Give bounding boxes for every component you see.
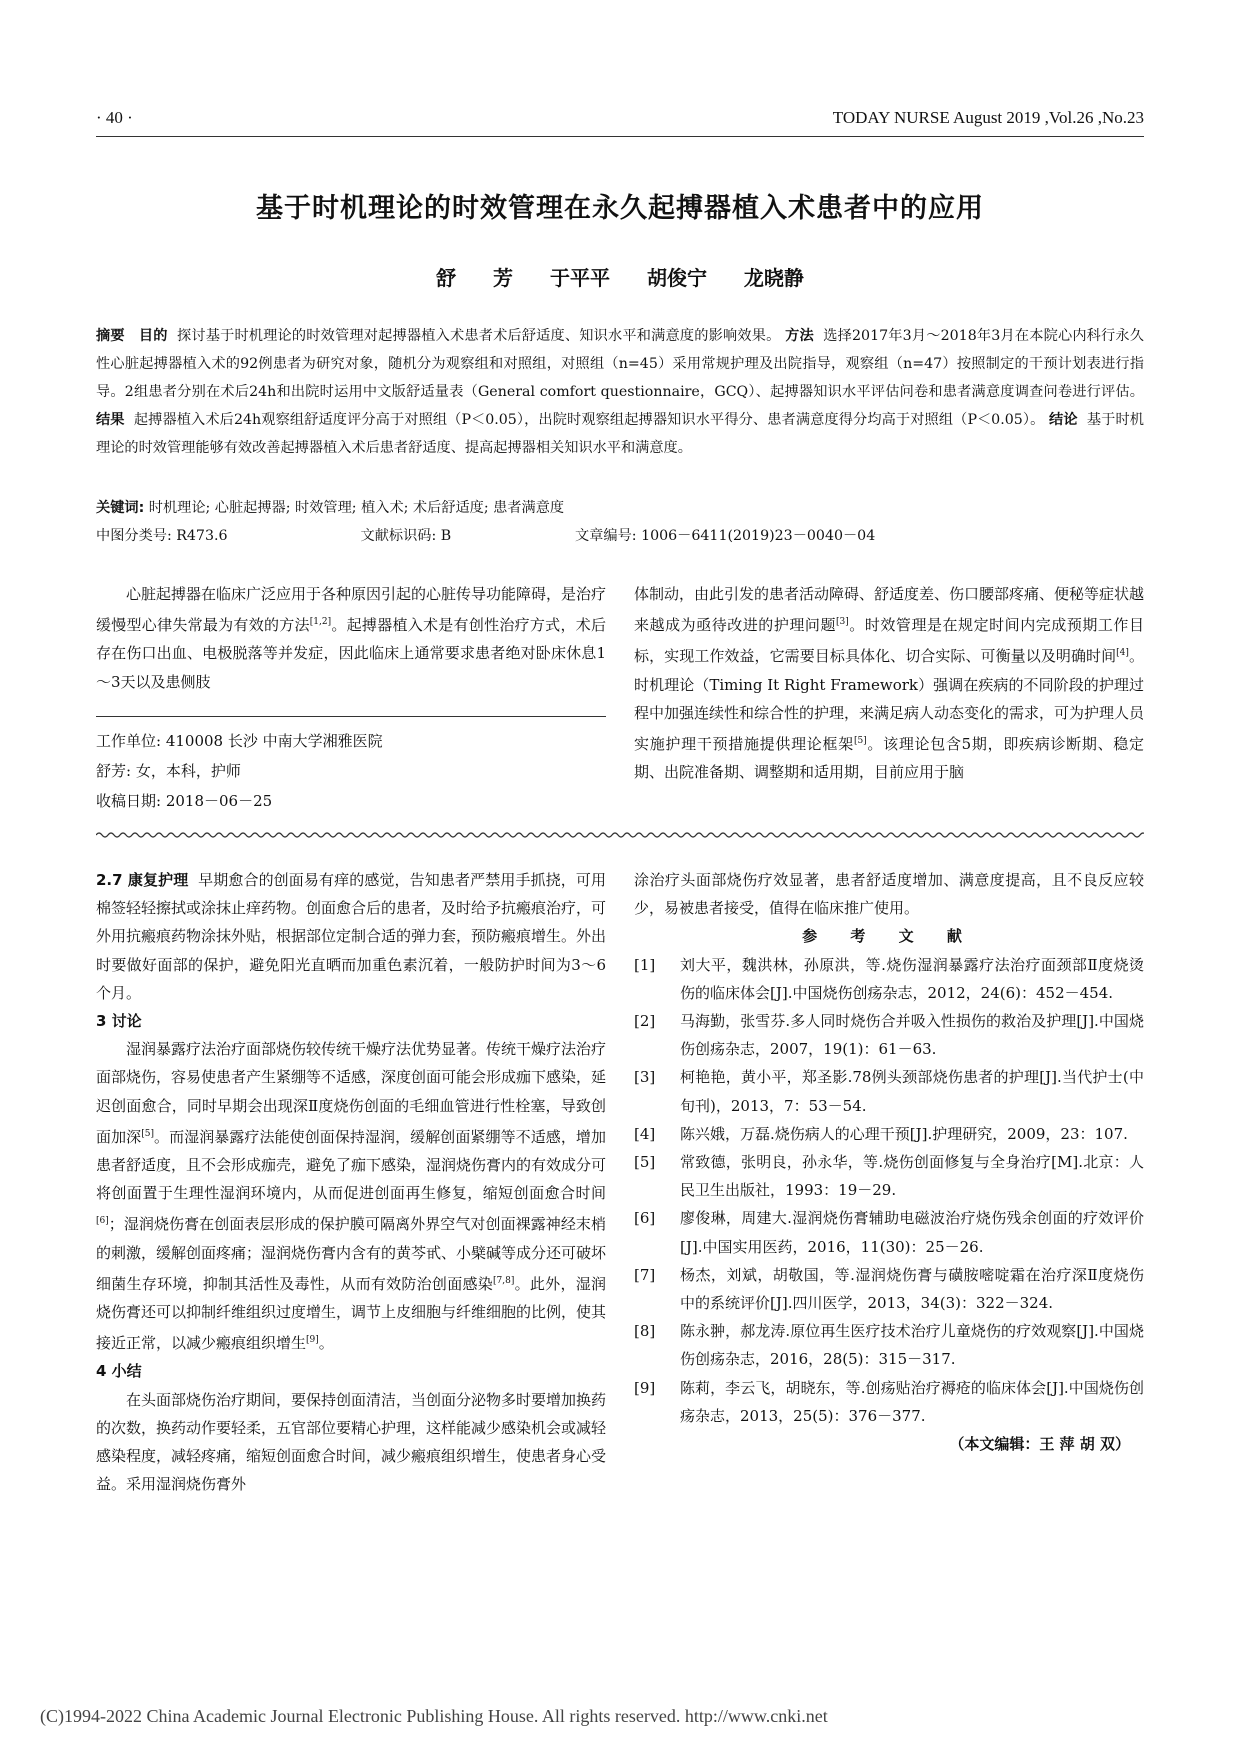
- reference-item: [634, 1317, 1144, 1373]
- intro-left-column: [96, 580, 606, 696]
- reference-number: [4]: [634, 1124, 656, 1143]
- result-label: 结果: [96, 412, 125, 428]
- clc-number: 中图分类号: R473.6: [96, 528, 228, 544]
- citation: [7,8]: [493, 1275, 515, 1286]
- reference-text: 刘大平，魏洪林，孙原洪，等.烧伤湿润暴露疗法治疗面颈部Ⅱ度烧烫伤的临床体会[J].中国烧伤创疡杂志，2012，24(6)：452－454.: [680, 955, 1144, 1002]
- keywords-text: 时机理论; 心脏起搏器; 时效管理; 植入术; 术后舒适度; 患者满意度: [148, 500, 565, 516]
- reference-item: [634, 1120, 1144, 1148]
- wavy-separator: [96, 830, 1144, 840]
- citation: [9]: [306, 1335, 319, 1346]
- section-3-text-e: 。: [318, 1334, 334, 1353]
- section-2-7-text: 早期愈合的创面易有痒的感觉，告知患者严禁用手抓挠，可用棉签轻轻擦拭或涂抹止痒药物。创面愈合后的患者，及时给予抗瘢痕治疗，可外用抗瘢痕药物涂抹外贴，根据部位定制合适的弹力套，预防瘢痕增生。外出时要做好面部的保护，避免阳光直晒而加重色素沉着，一般防护时间为3～6个月。: [96, 871, 607, 1002]
- section-2-7-title: 2.7 康复护理: [96, 871, 189, 889]
- lower-left-column: [96, 866, 606, 1498]
- reference-number: [2]: [634, 1012, 656, 1031]
- reference-number: [3]: [634, 1068, 656, 1087]
- reference-text: 廖俊琳，周建大.湿润烧伤膏辅助电磁波治疗烧伤残余创面的疗效评价[J].中国实用医药，2016，11(30)：25－26.: [680, 1209, 1144, 1256]
- reference-number: [7]: [634, 1265, 656, 1284]
- reference-number: [5]: [634, 1153, 656, 1172]
- method-text: 选择2017年3月～2018年3月在本院心内科行永久性心脏起搏器植入术的92例患者为研究对象，随机分为观察组和对照组，对照组（n=45）采用常规护理及出院指导，观察组（n=47）按照制定的干预计划表进行指导。2组患者分别在术后24h和出院时运用中文版舒适量表（General comfort questionnaire，GCQ）、起搏器知识水平评估问卷和患者满意度调查问卷进行评估。: [96, 328, 1144, 400]
- intro-right-column: [634, 580, 1144, 786]
- document-code: 文献标识码: B: [360, 528, 452, 544]
- reference-text: 常致德，张明良，孙永华，等.烧伤创面修复与全身治疗[M].北京：人民卫生出版社，1993：19－29.: [680, 1153, 1144, 1200]
- citation: [5]: [141, 1128, 154, 1139]
- citation: [3]: [836, 617, 849, 628]
- reference-text: 柯艳艳，黄小平，郑圣影.78例头颈部烧伤患者的护理[J].当代护士(中旬刊)，2013，7：53－54.: [680, 1068, 1144, 1115]
- page-number: · 40 ·: [96, 108, 133, 127]
- result-text: 起搏器植入术后24h观察组舒适度评分高于对照组（P＜0.05），出院时观察组起搏器知识水平得分、患者满意度得分均高于对照组（P＜0.05）。: [133, 412, 1045, 428]
- header-rule: [96, 136, 1144, 137]
- reference-item: [634, 1374, 1144, 1430]
- citation: [1,2]: [309, 617, 332, 628]
- reference-item: [634, 1204, 1144, 1260]
- reference-number: [1]: [634, 955, 656, 974]
- conclusion-text: 基于时机理论的时效管理能够有效改善起搏器植入术后患者舒适度、提高起搏器相关知识水平和满意度。: [96, 412, 1144, 456]
- section-4-text: 在头面部烧伤治疗期间，要保持创面清洁，当创面分泌物多时要增加换药的次数，换药动作要轻柔，五官部位要精心护理，这样能减少感染机会或减轻感染程度，减轻疼痛，缩短创面愈合时间，减少瘢痕组织增生，使患者身心受益。采用湿润烧伤膏外: [96, 1390, 607, 1494]
- reference-text: 杨杰，刘斌，胡敬国，等.湿润烧伤膏与磺胺嘧啶霜在治疗深Ⅱ度烧伤中的系统评价[J].四川医学，2013，34(3)：322－324.: [680, 1265, 1144, 1313]
- reference-item: [634, 1148, 1144, 1204]
- work-unit: 工作单位: 410008 长沙 中南大学湘雅医院: [96, 732, 383, 750]
- conclusion-label: 结论: [1049, 412, 1078, 428]
- received-date: 收稿日期: 2018－06－25: [96, 792, 273, 810]
- abstract: [96, 322, 1144, 462]
- purpose-label: 目的: [138, 328, 168, 344]
- editor-note: （本文编辑：王 萍 胡 双）: [949, 1435, 1130, 1454]
- author-info: 舒芳: 女，本科，护师: [96, 762, 241, 780]
- copyright-footer: (C)1994-2022 China Academic Journal Electronic Publishing House. All rights reserved. http://www.cnki.net: [40, 1706, 828, 1726]
- article-authors: 舒 芳 于平平 胡俊宁 龙晓静: [436, 266, 804, 290]
- section-3-text-d: 。此外，湿润烧伤膏还可以抑制纤维组织过度增生，调节上皮细胞与纤维细胞的比例，使其接近正常，以减少瘢痕组织增生: [96, 1274, 607, 1353]
- reference-item: [634, 1261, 1144, 1317]
- lower-right-column: [634, 866, 1144, 1458]
- citation: [4]: [1116, 648, 1129, 659]
- section-3-text-c: ；湿润烧伤膏在创面表层形成的保护膜可隔离外界空气对创面裸露神经末梢的刺激，缓解创面疼痛；湿润烧伤膏内含有的黄芩甙、小檗碱等成分还可破坏细菌生存环境，抑制其活性及毒性，从而有效防治创面感染: [96, 1215, 607, 1293]
- journal-info: TODAY NURSE August 2019 ,Vol.26 ,No.23: [832, 108, 1144, 127]
- keywords-label: 关键词:: [96, 500, 145, 516]
- intro-left-text: 心脏起搏器在临床广泛应用于各种原因引起的心脏传导功能障碍，是治疗缓慢型心律失常最为有效的方法: [96, 585, 607, 635]
- references-title: 参 考 文 献: [802, 927, 976, 946]
- affiliation-footnote: [96, 726, 606, 816]
- reference-item: [634, 1063, 1144, 1119]
- reference-number: [8]: [634, 1322, 656, 1341]
- reference-text: 陈莉，李云飞，胡晓东，等.创疡贴治疗褥疮的临床体会[J].中国烧伤创疡杂志，2013，25(5)：376－377.: [680, 1378, 1144, 1425]
- conclusion-continued: 涂治疗头面部烧伤疗效显著，患者舒适度增加、满意度提高，且不良反应较少，易被患者接受，值得在临床推广使用。: [634, 871, 1144, 918]
- article-title: 基于时机理论的时效管理在永久起搏器植入术患者中的应用: [256, 193, 984, 224]
- intro-right-text-2: 。时效管理是在规定时间内完成预期工作目标，实现工作效益，它需要目标具体化、切合实际、可衡量以及明确时间: [634, 616, 1144, 666]
- section-3-title: 3 讨论: [96, 1012, 142, 1031]
- section-3-text-a: 湿润暴露疗法治疗面部烧伤较传统干燥疗法优势显著。传统干燥疗法治疗面部烧伤，容易使患者产生紧绷等不适感，深度创面可能会形成痂下感染，延迟创面愈合，同时早期会出现深Ⅱ度烧伤创面的毛细血管进行性栓塞，导致创面加深: [96, 1040, 607, 1146]
- reference-text: 马海勤，张雪芬.多人同时烧伤合并吸入性损伤的救治及护理[J].中国烧伤创疡杂志，2007，19(1)：61－63.: [680, 1012, 1144, 1059]
- citation: [5]: [853, 736, 867, 747]
- intro-left-text-2: 。起搏器植入术是有创性治疗方式，术后存在伤口出血、电极脱落等并发症，因此临床上通常要求患者绝对卧床休息1～3天以及患侧肢: [96, 616, 606, 691]
- reference-number: [6]: [634, 1209, 656, 1228]
- purpose-text: 探讨基于时机理论的时效管理对起搏器植入术患者术后舒适度、知识水平和满意度的影响效果。: [176, 328, 781, 344]
- intro-right-text-4: 。该理论包含5期，即疾病诊断期、稳定期、出院准备期、调整期和适用期，目前应用于脑: [634, 735, 1144, 782]
- reference-text: 陈永翀，郝龙涛.原位再生医疗技术治疗儿童烧伤的疗效观察[J].中国烧伤创疡杂志，2016，28(5)：315－317.: [680, 1322, 1144, 1369]
- reference-number: [9]: [634, 1378, 656, 1397]
- reference-list: [634, 951, 1144, 1430]
- intro-right-text-3: 。时机理论（Timing It Right Framework）强调在疾病的不同阶段的护理过程中加强连续性和综合性的护理，来满足病人动态变化的需求，可为护理人员实施护理干预措施提供理论框架: [634, 647, 1145, 754]
- section-4-title: 4 小结: [96, 1362, 142, 1381]
- reference-text: 陈兴娥，万磊.烧伤病人的心理干预[J].护理研究，2009，23：107.: [680, 1124, 1128, 1143]
- abstract-label: 摘要: [96, 328, 125, 344]
- section-3-text-b: 。而湿润暴露疗法能使创面保持湿润，缓解创面紧绷等不适感，增加患者舒适度，且不会形成痂壳，避免了痂下感染，湿润烧伤膏内的有效成分可将创面置于生理性湿润环境内，从而促进创面再生修复，缩短创面愈合时间: [96, 1127, 607, 1203]
- method-label: 方法: [785, 328, 814, 344]
- article-number: 文章编号: 1006－6411(2019)23－0040－04: [575, 528, 876, 544]
- citation: [6]: [96, 1216, 109, 1227]
- keywords: [96, 494, 1144, 522]
- classification-line: [96, 522, 1144, 550]
- reference-item: [634, 1007, 1144, 1063]
- reference-item: [634, 951, 1144, 1007]
- footnote-rule: [96, 716, 606, 717]
- intro-right-text-1: 体制动，由此引发的患者活动障碍、舒适度差、伤口腰部疼痛、便秘等症状越来越成为亟待改进的护理问题: [634, 585, 1145, 635]
